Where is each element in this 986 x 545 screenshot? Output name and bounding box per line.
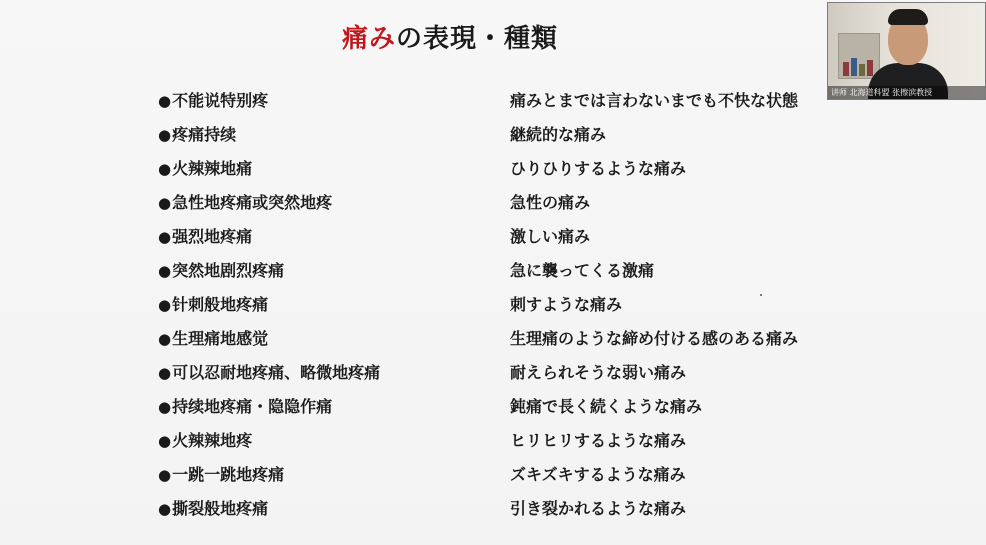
- list-item: [158, 494, 878, 528]
- japanese-expression: 継続的な痛み: [510, 125, 607, 144]
- list-item: [158, 290, 878, 324]
- title-rest: の表現・種類: [396, 24, 559, 54]
- list-item: [158, 86, 878, 120]
- bullet-icon: ●: [158, 398, 172, 416]
- book: [851, 58, 857, 76]
- bullet-icon: ●: [158, 500, 172, 518]
- japanese-expression: 激しい痛み: [510, 227, 591, 246]
- list-item: [158, 426, 878, 460]
- chinese-expression: ●可以忍耐地疼痛、略微地疼痛: [158, 363, 381, 382]
- webcam-caption: 讲师 北海道科盟 张擦滨教授: [828, 86, 985, 99]
- bullet-icon: ●: [158, 262, 172, 280]
- japanese-expression: ひりひりするような痛み: [510, 159, 687, 178]
- japanese-expression: 耐えられそうな弱い痛み: [510, 363, 687, 382]
- list-item: [158, 324, 878, 358]
- chinese-expression: ●生理痛地感觉: [158, 329, 269, 348]
- list-item: [158, 256, 878, 290]
- bullet-icon: ●: [158, 228, 172, 246]
- japanese-expression: 鈍痛で長く続くような痛み: [510, 397, 703, 416]
- presenter-hair: [888, 9, 928, 25]
- chinese-expression: ●一跳一跳地疼痛: [158, 465, 285, 484]
- slide-title: [0, 18, 900, 55]
- japanese-expression: 生理痛のような締め付ける感のある痛み: [510, 329, 799, 348]
- bullet-icon: ●: [158, 466, 172, 484]
- list-item: [158, 460, 878, 494]
- chinese-expression: ●不能说特别疼: [158, 91, 269, 110]
- japanese-expression: ヒリヒリするような痛み: [510, 431, 687, 450]
- book: [859, 64, 865, 76]
- bullet-icon: ●: [158, 160, 172, 178]
- list-item: [158, 188, 878, 222]
- bullet-icon: ●: [158, 126, 172, 144]
- bullet-icon: ●: [158, 432, 172, 450]
- list-item: [158, 392, 878, 426]
- bullet-icon: ●: [158, 364, 172, 382]
- list-item: [158, 222, 878, 256]
- chinese-expression: ●火辣辣地痛: [158, 159, 253, 178]
- chinese-expression: ●强烈地疼痛: [158, 227, 253, 246]
- title-accent: 痛み: [341, 24, 396, 54]
- list-item: [158, 358, 878, 392]
- webcam-overlay[interactable]: [827, 2, 986, 100]
- japanese-expression: 急性の痛み: [510, 193, 591, 212]
- chinese-expression: ●疼痛持续: [158, 125, 237, 144]
- chinese-expression: ●突然地剧烈疼痛: [158, 261, 285, 280]
- bullet-icon: ●: [158, 296, 172, 314]
- expression-list: [158, 86, 878, 528]
- bullet-icon: ●: [158, 92, 172, 110]
- chinese-expression: ●持续地疼痛・隐隐作痛: [158, 397, 333, 416]
- chinese-expression: ●针刺般地疼痛: [158, 295, 269, 314]
- list-item: [158, 120, 878, 154]
- chinese-expression: ●急性地疼痛或突然地疼: [158, 193, 333, 212]
- japanese-expression: 痛みとまでは言わないまでも不快な状態: [510, 91, 799, 110]
- bookshelf: [838, 33, 880, 79]
- list-item: [158, 154, 878, 188]
- bullet-icon: ●: [158, 194, 172, 212]
- chinese-expression: ●火辣辣地疼: [158, 431, 253, 450]
- book: [867, 60, 873, 76]
- bullet-icon: ●: [158, 330, 172, 348]
- japanese-expression: ズキズキするような痛み: [510, 465, 686, 484]
- japanese-expression: 刺すような痛み: [510, 295, 623, 314]
- stray-mark: [760, 294, 762, 296]
- japanese-expression: 急に襲ってくる激痛: [510, 261, 655, 280]
- japanese-expression: 引き裂かれるような痛み: [510, 499, 687, 518]
- book: [843, 62, 849, 76]
- chinese-expression: ●撕裂般地疼痛: [158, 499, 269, 518]
